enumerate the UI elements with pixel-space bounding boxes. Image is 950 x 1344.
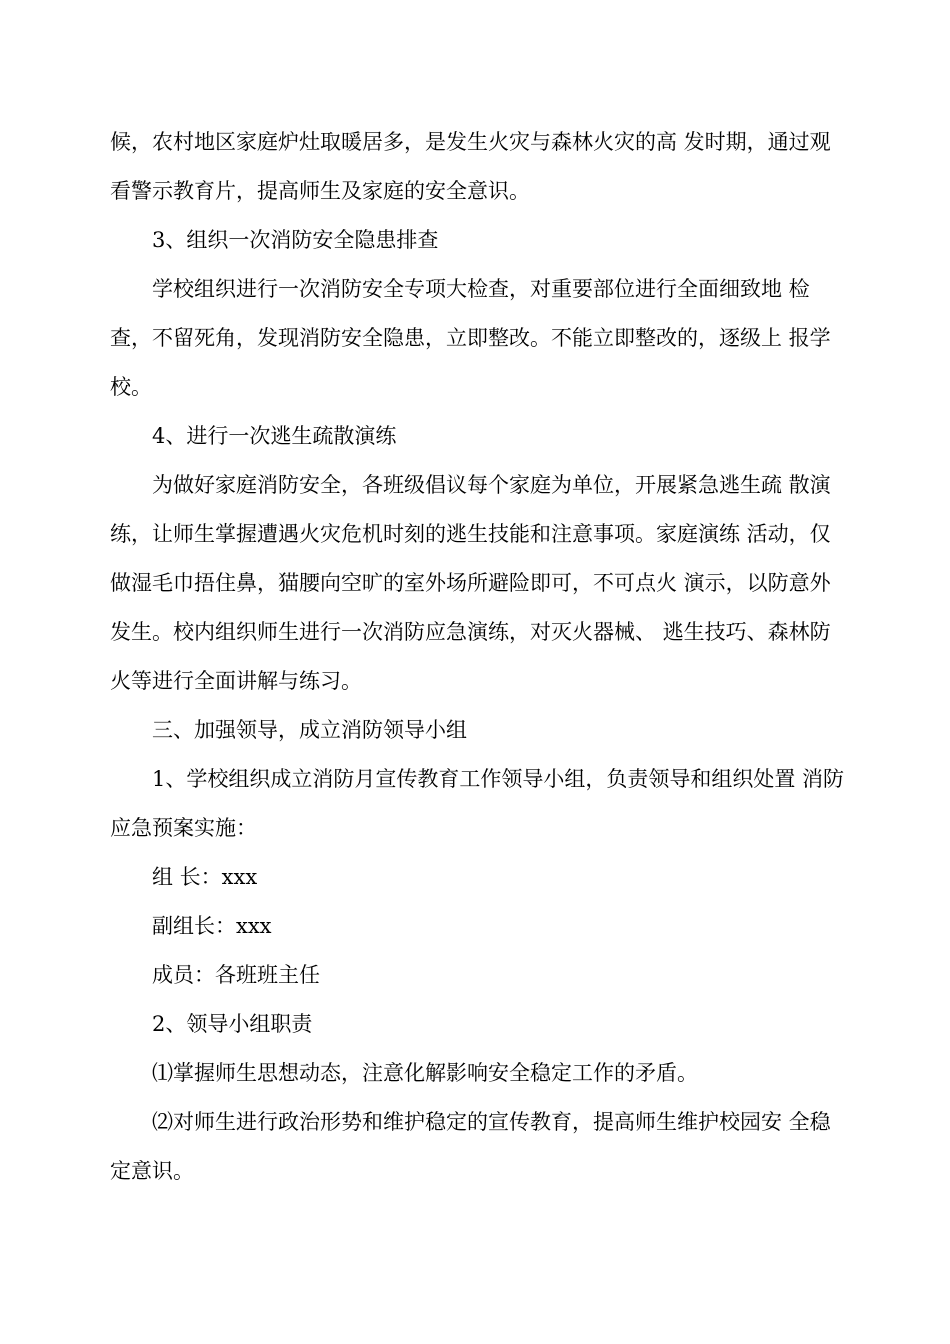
paragraph-line: 发生。校内组织师生进行一次消防应急演练，对灭火器械、 逃生技巧、森林防 <box>110 620 831 644</box>
paragraph-line: 1、学校组织成立消防月宣传教育工作领导小组，负责领导和组织处置 消防 <box>152 767 845 791</box>
paragraph-line: 应急预案实施： <box>110 816 257 840</box>
document-page <box>110 118 855 1196</box>
list-item: 组 长：xxx <box>152 865 258 889</box>
paragraph-line: 做湿毛巾捂住鼻，猫腰向空旷的室外场所避险即可，不可点火 演示，以防意外 <box>110 571 831 595</box>
paragraph-line: 为做好家庭消防安全，各班级倡议每个家庭为单位，开展紧急逃生疏 散演 <box>152 473 831 497</box>
section-heading: 2、领导小组职责 <box>152 1012 313 1036</box>
section-heading: 三、加强领导，成立消防领导小组 <box>152 718 467 742</box>
paragraph-line: 定意识。 <box>110 1159 194 1183</box>
list-item: 成员：各班班主任 <box>152 963 320 987</box>
paragraph-line: 校。 <box>110 375 152 399</box>
list-item: ⑵对师生进行政治形势和维护稳定的宣传教育，提高师生维护校园安 全稳 <box>152 1110 831 1134</box>
paragraph-line: 学校组织进行一次消防安全专项大检查，对重要部位进行全面细致地 检 <box>152 277 810 301</box>
paragraph-line: 火等进行全面讲解与练习。 <box>110 669 362 693</box>
list-item: 副组长：xxx <box>152 914 272 938</box>
section-heading: 4、进行一次逃生疏散演练 <box>152 424 397 448</box>
section-heading: 3、组织一次消防安全隐患排查 <box>152 228 439 252</box>
paragraph-line: 看警示教育片，提高师生及家庭的安全意识。 <box>110 179 530 203</box>
list-item: ⑴掌握师生思想动态，注意化解影响安全稳定工作的矛盾。 <box>152 1061 698 1085</box>
paragraph-line: 候，农村地区家庭炉灶取暖居多，是发生火灾与森林火灾的高 发时期，通过观 <box>110 130 831 154</box>
paragraph-line: 查，不留死角，发现消防安全隐患，立即整改。不能立即整改的，逐级上 报学 <box>110 326 831 350</box>
paragraph-line: 练，让师生掌握遭遇火灾危机时刻的逃生技能和注意事项。家庭演练 活动，仅 <box>110 522 831 546</box>
